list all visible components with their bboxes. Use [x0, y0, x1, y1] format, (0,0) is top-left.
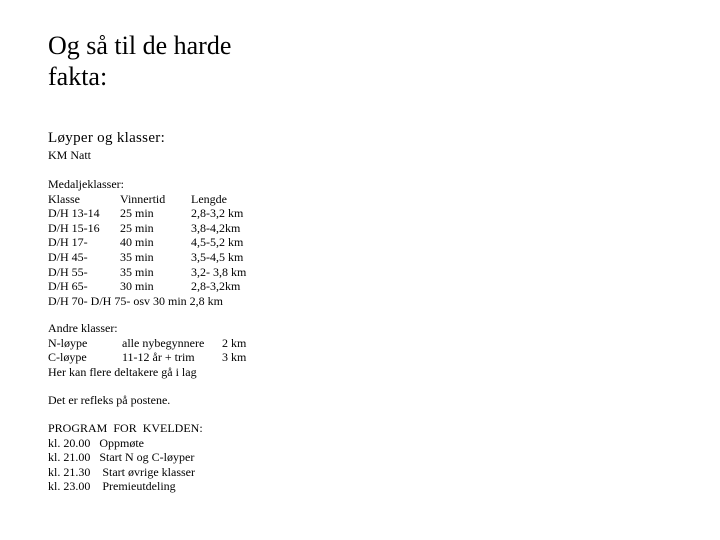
- length-cell: 4,5-5,2 km: [191, 235, 244, 250]
- reflex-note-text: Det er refleks på postene.: [48, 393, 171, 407]
- course-audience: alle nybegynnere: [122, 335, 205, 350]
- table-row: [48, 221, 688, 236]
- column-header-lengde: Lengde: [191, 191, 227, 206]
- table-header-row: [48, 192, 688, 207]
- winner-time-cell: 30 min: [120, 279, 154, 294]
- winner-time-cell: 40 min: [120, 235, 154, 250]
- winner-time-cell: 25 min: [120, 206, 154, 221]
- program-heading: PROGRAM FOR KVELDEN:: [48, 421, 203, 435]
- table-row: [48, 265, 688, 280]
- length-cell: 2,8-3,2km: [191, 279, 241, 294]
- winner-time-cell: 35 min: [120, 249, 154, 264]
- slide-title-line-1: Og så til de harde: [48, 31, 232, 60]
- length-cell: 2,8-3,2 km: [191, 206, 244, 221]
- medal-classes-heading: Medaljeklasser:: [48, 177, 124, 191]
- class-cell: D/H 17-: [48, 235, 88, 250]
- length-cell: 3,8-4,2km: [191, 220, 241, 235]
- class-cell: D/H 55-: [48, 264, 88, 279]
- course-length: 3 km: [222, 350, 247, 365]
- class-cell: D/H 45-: [48, 249, 88, 264]
- list-item: [48, 350, 688, 365]
- other-classes-note: Her kan flere deltakere gå i lag: [48, 364, 197, 379]
- program-item: kl. 21.30 Start øvrige klasser: [48, 464, 195, 479]
- medal-classes-table: [48, 177, 688, 308]
- course-name: N-løype: [48, 335, 88, 350]
- table-row: [48, 250, 688, 265]
- program-item: kl. 20.00 Oppmøte: [48, 435, 144, 450]
- course-length: 2 km: [222, 335, 247, 350]
- length-cell: 3,5-4,5 km: [191, 249, 244, 264]
- list-item: [48, 336, 688, 351]
- course-name: C-løype: [48, 350, 87, 365]
- other-classes-block: [48, 321, 688, 379]
- km-natt-text: KM Natt: [48, 148, 91, 162]
- section-heading: Løyper og klasser:: [48, 130, 166, 146]
- program-block: [48, 421, 688, 494]
- table-row: [48, 206, 688, 221]
- class-cell: D/H 65-: [48, 279, 88, 294]
- medal-classes-last-line: D/H 70- D/H 75- osv 30 min 2,8 km: [48, 293, 223, 308]
- program-item: kl. 21.00 Start N og C-løyper: [48, 450, 195, 465]
- class-cell: D/H 15-16: [48, 220, 100, 235]
- column-header-klasse: Klasse: [48, 191, 80, 206]
- length-cell: 3,2- 3,8 km: [191, 264, 247, 279]
- class-cell: D/H 13-14: [48, 206, 100, 221]
- column-header-vinnertid: Vinnertid: [120, 191, 166, 206]
- slide-title: [48, 30, 688, 92]
- winner-time-cell: 25 min: [120, 220, 154, 235]
- program-item: kl. 23.00 Premieutdeling: [48, 479, 176, 494]
- slide-title-line-2: fakta:: [48, 62, 108, 91]
- table-row: [48, 235, 688, 250]
- course-audience: 11-12 år + trim: [122, 350, 195, 365]
- winner-time-cell: 35 min: [120, 264, 154, 279]
- other-classes-heading: Andre klasser:: [48, 321, 118, 335]
- table-row: [48, 279, 688, 294]
